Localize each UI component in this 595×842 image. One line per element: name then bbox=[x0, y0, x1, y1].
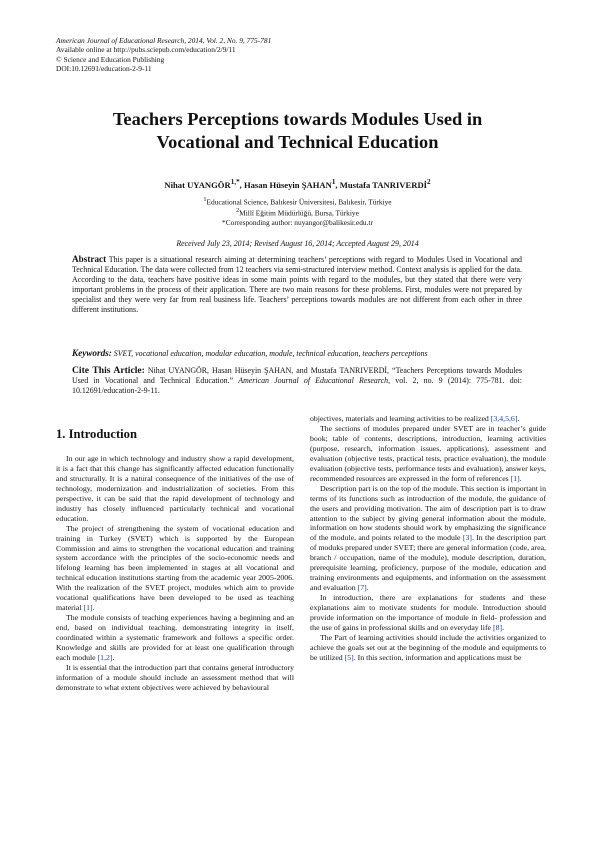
paragraph bbox=[310, 593, 546, 633]
abstract bbox=[72, 254, 522, 316]
received-dates: Received July 23, 2014; Revised August 16, 2014; Accepted August 29, 2014 bbox=[176, 239, 419, 248]
cite-text: Nihat UYANGÖR, Hasan Hüseyin ŞAHAN, and Mustafa TANRIVERDİ, “Teachers Perceptions towards Modules Used in Vocational and Technical Education.” bbox=[72, 366, 523, 386]
reference-link[interactable]: [7] bbox=[357, 583, 367, 593]
cite-label: Cite This Article: bbox=[72, 365, 145, 376]
paragraph-text: . In this section, information and applications must be bbox=[353, 652, 522, 662]
paragraph-text: . bbox=[502, 623, 505, 633]
title-line-2: Vocational and Technical Education bbox=[156, 132, 439, 152]
paragraph-text: In our age in which technology and industry show a rapid development, it is a fact that this change has significantly affected education functionally and structurally. It is a natural consequence of the initiatives of the use of technology, modernization and industrialization of societies. From this perspective, it can be said that the rapid development of technology and industry has closely influenced particularly technical and vocational education. bbox=[56, 453, 294, 523]
paragraph bbox=[310, 484, 546, 593]
abstract-label: Abstract bbox=[72, 254, 107, 264]
affiliation-2-text: Millî Eğitim Müdürlüğü, Bursa, Türkiye bbox=[239, 208, 359, 218]
paragraph-text: . bbox=[517, 414, 520, 423]
author-1: Nihat UYANGÖR bbox=[164, 179, 231, 190]
corresponding-author: *Corresponding author: nuyangor@balikesir.edu.tr bbox=[222, 218, 373, 228]
affiliation-2 bbox=[40, 207, 555, 218]
paragraph-text: It is essential that the introduction part that contains general introductory information of a module should include an assessment method that will demonstrate to what extent objectives were achieved by behavioural bbox=[56, 662, 294, 692]
cite-rest: , vol. 2, no. 9 (2014): 775-781. doi: 10.12691/education-2-9-11. bbox=[72, 376, 522, 396]
author-3-sup: 2 bbox=[427, 178, 431, 186]
cite-journal: American Journal of Educational Research bbox=[238, 376, 389, 386]
paragraph-text: The sections of modules prepared under SVET are in teacher’s guide book; table of contents, descriptions, introduction, learning activities (purpose, research, information issues, applications), assessment and evaluation (objective tests, practical tests, practice evaluation), the module evaluation (objective tests, performance tests and evaluation), answer keys, recommended resources are expressed in the form of references bbox=[310, 423, 546, 483]
reference-link[interactable]: [5] bbox=[344, 652, 354, 662]
author-1-sup: 1,* bbox=[230, 178, 240, 186]
affiliation-2-sup: 2 bbox=[236, 208, 240, 215]
left-column bbox=[56, 414, 294, 693]
paragraph-text: . bbox=[366, 583, 369, 593]
author-2: Hasan Hüseyin ŞAHAN bbox=[243, 179, 332, 190]
paper-title bbox=[40, 108, 555, 154]
affiliation-1 bbox=[40, 196, 555, 207]
paragraph bbox=[56, 613, 294, 663]
keywords bbox=[72, 348, 522, 358]
paragraph-text: The Part of learning activities should include the activities organized to achieve the goals set out at the beginning of the module and equipments to be utilized bbox=[310, 632, 546, 662]
paragraph-text: . bbox=[92, 603, 95, 613]
paragraph bbox=[56, 454, 294, 524]
keywords-label: Keywords: bbox=[72, 348, 112, 358]
abstract-text: This paper is a situational research aiming at determining teachers’ perceptions with regard to Modules Used in Vocational and Technical Education. The data were collected from 12 teachers via semi-structured interview method. Context analysis is applied for the data. According to the data, teachers have positive ideas in some main points with regard to the modules, but they stated that there were very important problems in the process of their application. There are two main reasons for these problems. First, modules were not prepared by specialist and they were very far from real business life. Teachers’ perceptions towards modules are not different from each other in three different institutions. bbox=[72, 255, 522, 315]
paragraph bbox=[56, 524, 294, 614]
paragraph bbox=[310, 414, 546, 424]
paragraph bbox=[310, 424, 546, 484]
paragraph-text: Description part is on the top of the module. This section is important in terms of its functions such as introduction of the module, the guidance of the users and providing motivation. The aim of description part is to draw attention to the subject by giving general information about the module, information on how students should work by emphasizing the significance of the module, and points related to the module bbox=[310, 483, 546, 543]
paragraph-text: In introduction, there are explanations for students and these explanations aim to motivate students for module. Introduction should provide information on the importance of module in field- profession and the use of gains in professional skills and on everyday life bbox=[310, 593, 546, 633]
affiliations bbox=[40, 196, 555, 228]
paragraph bbox=[56, 663, 294, 693]
paragraph-text: . In the description part of moduks prepared under SVET; there are general information (code, area, branch / occupation, name of the module), module description, duration, prerequisite learning, proficiency, purpose of the module, education and training environments and equipments, and information on the assessment and evaluation bbox=[310, 533, 546, 593]
author-3: Mustafa TANRIVERDİ bbox=[339, 179, 427, 190]
section-heading-introduction: 1. Introduction bbox=[56, 427, 137, 441]
publisher-line: © Science and Education Publishing bbox=[56, 54, 165, 64]
right-column bbox=[310, 414, 546, 663]
reference-link[interactable]: [3] bbox=[462, 533, 472, 543]
paragraph-text: . bbox=[112, 653, 115, 663]
affiliation-1-sup: 1 bbox=[203, 197, 207, 203]
keywords-text: SVET, vocational education, modular education, module, technical education, teachers perceptions bbox=[113, 349, 428, 358]
paragraph-text: . bbox=[519, 473, 522, 483]
reference-link[interactable]: [1] bbox=[83, 603, 93, 613]
reference-link[interactable]: [3,4,5,6] bbox=[490, 414, 518, 423]
paragraph-text: The project of strengthening the system of vocational education and training in Turkey (SVET) which is supported by the European Commission and aims to strengthen the vocational education and training system accordance with the principles of the socio-economic needs and lifelong learning has been implemented in stages at all vocational and technical education institutions starting from the academic year 2005-2006. With the realization of the SVET project, modules which aim to provide vocational qualifications have been developed to be used as teaching material bbox=[56, 523, 294, 613]
author-separator: , bbox=[335, 179, 340, 190]
paragraph-text: The module consists of teaching experiences having a beginning and an end, based on individual teaching, demonstrating integrity in itself, coordinated within a systematic framework and follows a specific order. Knowledge and skills are provided for at least one qualification through each module bbox=[56, 613, 294, 663]
reference-link[interactable]: [8] bbox=[492, 623, 503, 633]
author-2-sup: 1 bbox=[331, 178, 336, 186]
cite-this-article bbox=[72, 366, 522, 396]
reference-link[interactable]: [1,2] bbox=[97, 653, 113, 663]
journal-citation: American Journal of Educational Research, 2014, Vol. 2, No. 9, 775-781 bbox=[56, 36, 272, 45]
title-line-1: Teachers Perceptions towards Modules Used in bbox=[112, 109, 483, 129]
reference-link[interactable]: [1] bbox=[510, 473, 520, 483]
affiliation-1-text: Educational Science, Balıkesir Üniversitesi, Balıkesir, Türkiye bbox=[206, 197, 392, 207]
journal-header bbox=[56, 36, 271, 74]
paragraph bbox=[310, 633, 546, 663]
authors-line bbox=[40, 178, 555, 190]
doi-line: DOI:10.12691/education-2-9-11 bbox=[56, 64, 152, 74]
author-separator: , bbox=[239, 179, 244, 190]
paragraph-text: objectives, materials and learning activities to be realized bbox=[310, 414, 489, 423]
availability-line: Available online at http://pubs.sciepub.com/education/2/9/11 bbox=[56, 45, 236, 55]
